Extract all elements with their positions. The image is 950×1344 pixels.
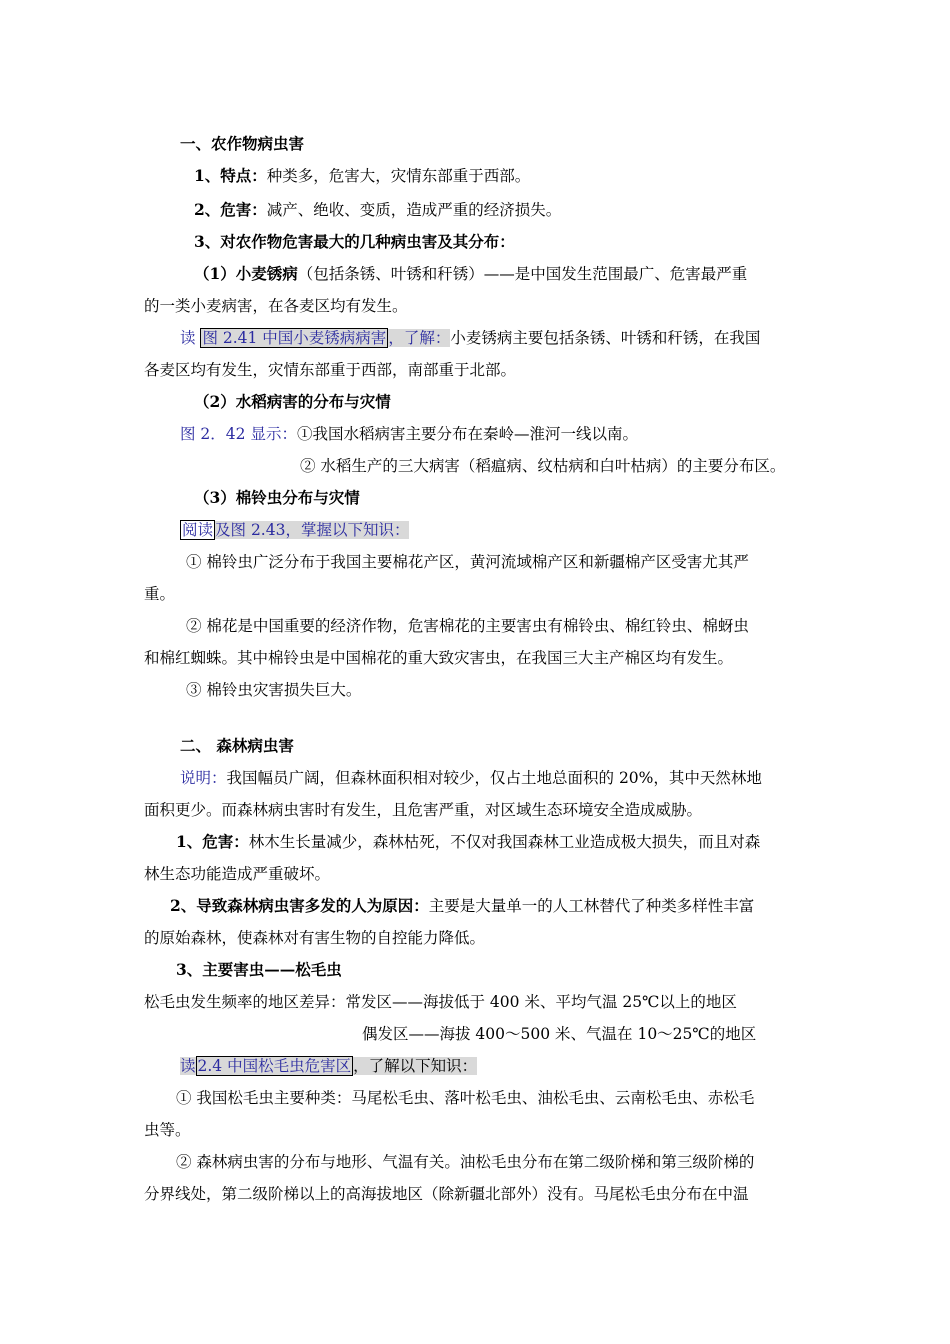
subsection-3-title: （3）棉铃虫分布与灾情 <box>194 488 360 507</box>
subsection-title: （1）小麦锈病 <box>194 264 298 283</box>
paragraph <box>194 200 561 220</box>
label: 2、危害： <box>194 200 267 219</box>
list-item: ① 棉铃虫广泛分布于我国主要棉花产区，黄河流域棉产区和新疆棉产区受害尤其严 <box>186 553 749 571</box>
figure-note <box>180 424 638 444</box>
list-item: ① 我国松毛虫主要种类：马尾松毛虫、落叶松毛虫、油松毛虫、云南松毛虫、赤松毛 <box>176 1089 755 1107</box>
section-2-title: 二、 森林病虫害 <box>180 736 294 755</box>
text: 主要是大量单一的人工林替代了种类多样性丰富 <box>428 897 755 915</box>
section-1-title: 一、农作物病虫害 <box>180 134 305 153</box>
text-line: 的一类小麦病害，在各麦区均有发生。 <box>144 297 408 315</box>
text: 种类多，危害大，灾情东部重于西部。 <box>266 167 531 185</box>
figure-link[interactable]: 2.4 中国松毛虫危害区 <box>197 1057 352 1075</box>
list-item: ② 棉花是中国重要的经济作物，危害棉花的主要害虫有棉铃虫、棉红铃虫、棉蚜虫 <box>186 617 749 635</box>
label: 2、导致森林病虫害多发的人为原因： <box>170 896 429 915</box>
text: 我国幅员广阔，但森林面积相对较少，仅占土地总面积的 20%，其中天然林地 <box>226 769 762 787</box>
note-label: 说明： <box>180 769 227 787</box>
read-suffix: ，了解以下知识： <box>353 1057 478 1075</box>
read-line <box>180 328 760 348</box>
paragraph-heading: 3、对农作物危害最大的几种病虫害及其分布： <box>194 232 515 251</box>
reading-link[interactable]: 阅读 <box>182 521 214 539</box>
text: 小麦锈病主要包括条锈、叶锈和秆锈，在我国 <box>450 329 761 347</box>
subsection-1 <box>194 264 747 284</box>
read-suffix: 及图 2.43，掌握以下知识： <box>215 521 410 539</box>
text-line: ② 水稻生产的三大病害（稻瘟病、纹枯病和白叶枯病）的主要分布区。 <box>300 457 786 475</box>
text-line: 的原始森林，使森林对有害生物的自控能力降低。 <box>144 929 486 947</box>
read-prefix: 读 <box>180 1057 196 1075</box>
paragraph <box>194 166 530 186</box>
read-line <box>180 1056 477 1076</box>
read-suffix: ，了解： <box>388 329 451 347</box>
list-item: ② 森林病虫害的分布与地形、气温有关。油松毛虫分布在第二级阶梯和第三级阶梯的 <box>176 1153 755 1171</box>
read-prefix: 读 <box>180 329 201 347</box>
label: 1、危害： <box>176 832 249 851</box>
text-line: 偶发区——海拔 400～500 米、气温在 10～25℃的地区 <box>362 1025 757 1043</box>
text-line: 各麦区均有发生，灾情东部重于西部，南部重于北部。 <box>144 361 517 379</box>
paragraph <box>170 896 754 916</box>
text-line: 面积更少。而森林病虫害时有发生，且危害严重，对区域生态环境安全造成威胁。 <box>144 801 703 819</box>
text-line: 分界线处，第二级阶梯以上的高海拔地区（除新疆北部外）没有。马尾松毛虫分布在中温 <box>144 1185 749 1203</box>
text: ①我国水稻病害主要分布在秦岭—淮河一线以南。 <box>296 425 638 443</box>
figure-link[interactable]: 图 2.41 中国小麦锈病病害 <box>202 329 387 347</box>
label: 1、特点： <box>194 166 267 185</box>
text: 减产、绝收、变质，造成严重的经济损失。 <box>266 201 562 219</box>
text-line: 重。 <box>144 585 176 603</box>
read-line <box>180 520 409 540</box>
subsection-2-title: （2）水稻病害的分布与灾情 <box>194 392 391 411</box>
paragraph <box>176 832 760 852</box>
note-line <box>180 768 762 788</box>
text: 林木生长量减少，森林枯死，不仅对我国森林工业造成极大损失，而且对森 <box>248 833 761 851</box>
text-line: 松毛虫发生频率的地区差异：常发区——海拔低于 400 米、平均气温 25℃以上的地区 <box>144 993 737 1011</box>
text: （包括条锈、叶锈和秆锈）——是中国发生范围最广、危害最严重 <box>297 265 748 283</box>
text-line: 和棉红蜘蛛。其中棉铃虫是中国棉花的重大致灾害虫，在我国三大主产棉区均有发生。 <box>144 649 734 667</box>
figure-label: 图 2．42 显示： <box>180 425 297 443</box>
text-line: 虫等。 <box>144 1121 191 1139</box>
list-item: ③ 棉铃虫灾害损失巨大。 <box>186 681 362 699</box>
text-line: 林生态功能造成严重破坏。 <box>144 865 331 883</box>
paragraph-heading: 3、主要害虫——松毛虫 <box>176 960 342 979</box>
